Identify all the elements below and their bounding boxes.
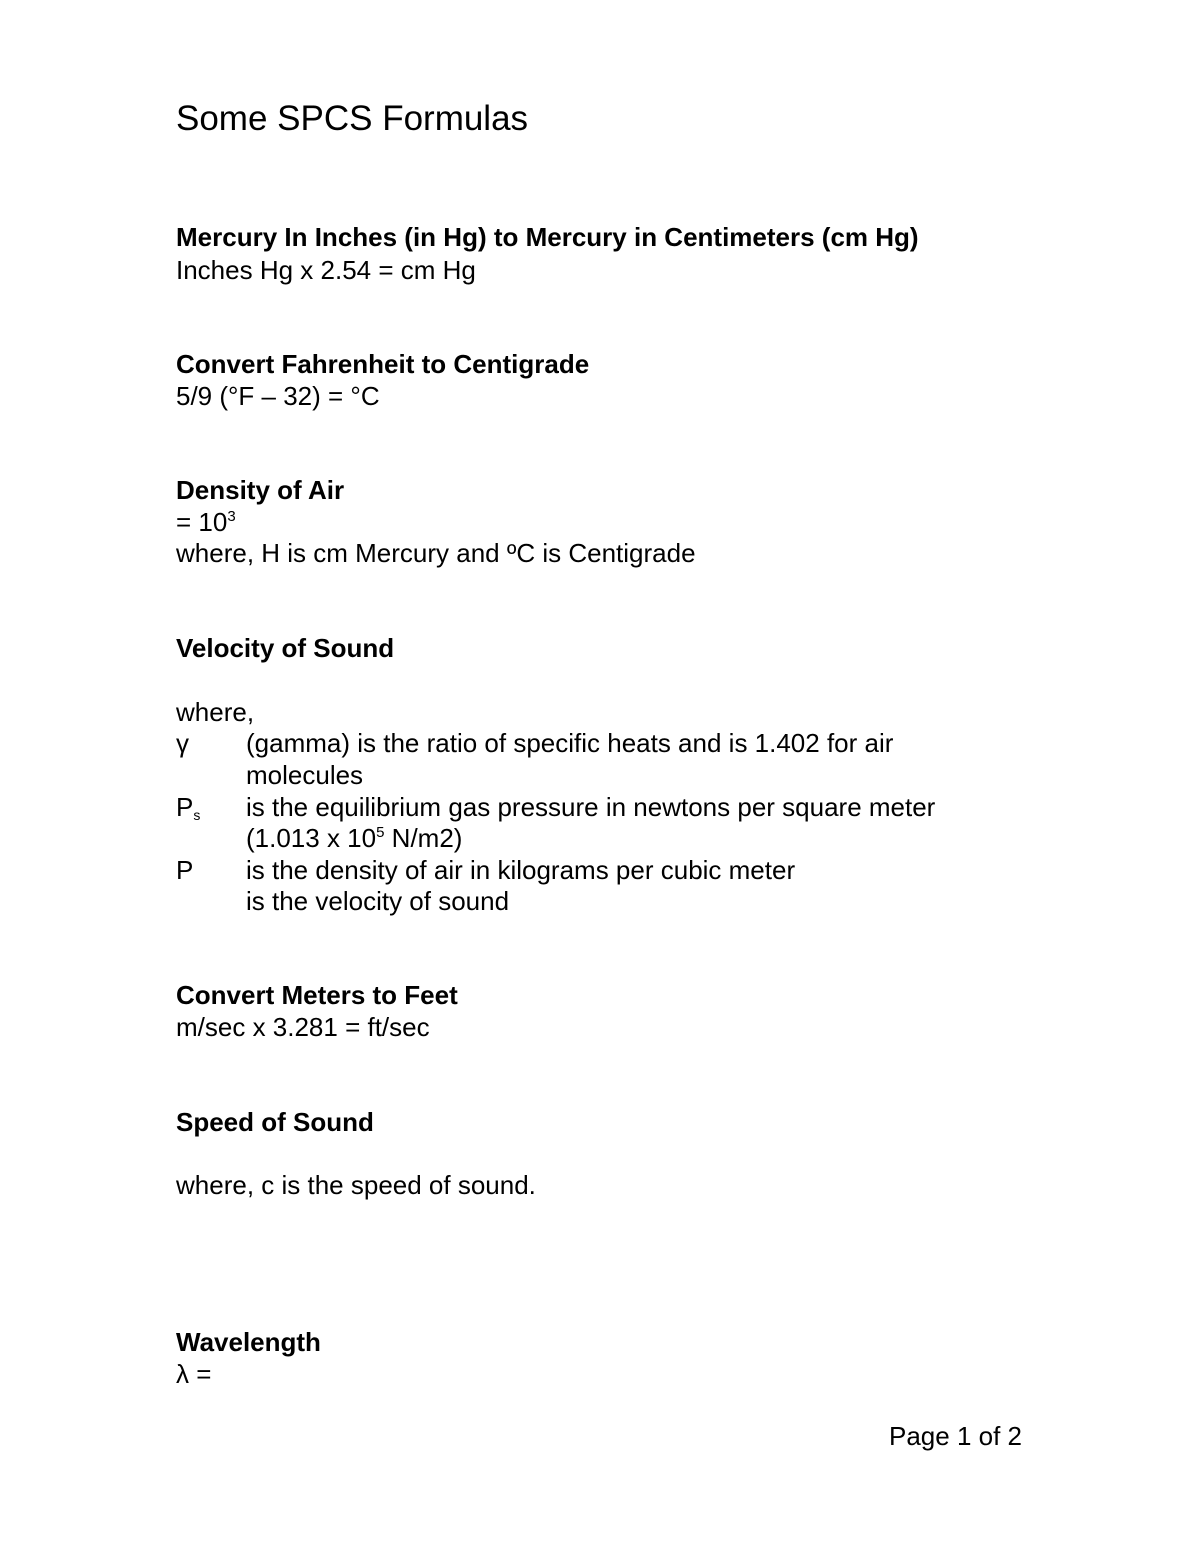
page-title: Some SPCS Formulas (176, 99, 529, 138)
fahrenheit-formula: 5/9 (°F – 32) = °C (176, 381, 380, 411)
velocity-heading: Velocity of Sound (176, 633, 395, 663)
page-number: Page 1 of 2 (889, 1421, 1022, 1451)
fahrenheit-heading: Convert Fahrenheit to Centigrade (176, 349, 590, 379)
wavelength-heading: Wavelength (176, 1327, 321, 1357)
density-exponent: 3 (227, 508, 236, 525)
pressure-exponent: 5 (376, 824, 385, 841)
mercury-formula: Inches Hg x 2.54 = cm Hg (176, 255, 476, 285)
speed-heading: Speed of Sound (176, 1107, 374, 1137)
gamma-definition-cont: molecules (246, 760, 364, 790)
density-definition: is the density of air in kilograms per cubic meter (246, 855, 796, 885)
pressure-subscript: s (193, 807, 201, 823)
density-heading: Density of Air (176, 475, 345, 505)
speed-where: where, c is the speed of sound. (176, 1170, 536, 1200)
meters-heading: Convert Meters to Feet (176, 980, 458, 1010)
density-symbol: P (176, 855, 194, 885)
density-formula: = $10^3$ (176, 507, 236, 537)
wavelength-formula: λ = (176, 1359, 212, 1389)
meters-formula: m/sec x 3.281 = ft/sec (176, 1012, 430, 1042)
density-where: where, H is cm Mercury and ºC is Centigrade (176, 538, 696, 568)
pressure-symbol: $P_s$ (176, 792, 201, 823)
velocity-definition: is the velocity of sound (246, 886, 510, 916)
pressure-value: (1.013 x $10^5$ N/m2) (246, 823, 463, 853)
velocity-where: where, (176, 697, 255, 727)
pressure-definition: is the equilibrium gas pressure in newtons per square meter (246, 792, 936, 822)
gamma-symbol: γ (176, 728, 189, 758)
mercury-heading: Mercury In Inches (in Hg) to Mercury in Centimeters (cm Hg) (176, 222, 919, 252)
gamma-definition: (gamma) is the ratio of specific heats and is 1.402 for air (246, 728, 894, 758)
